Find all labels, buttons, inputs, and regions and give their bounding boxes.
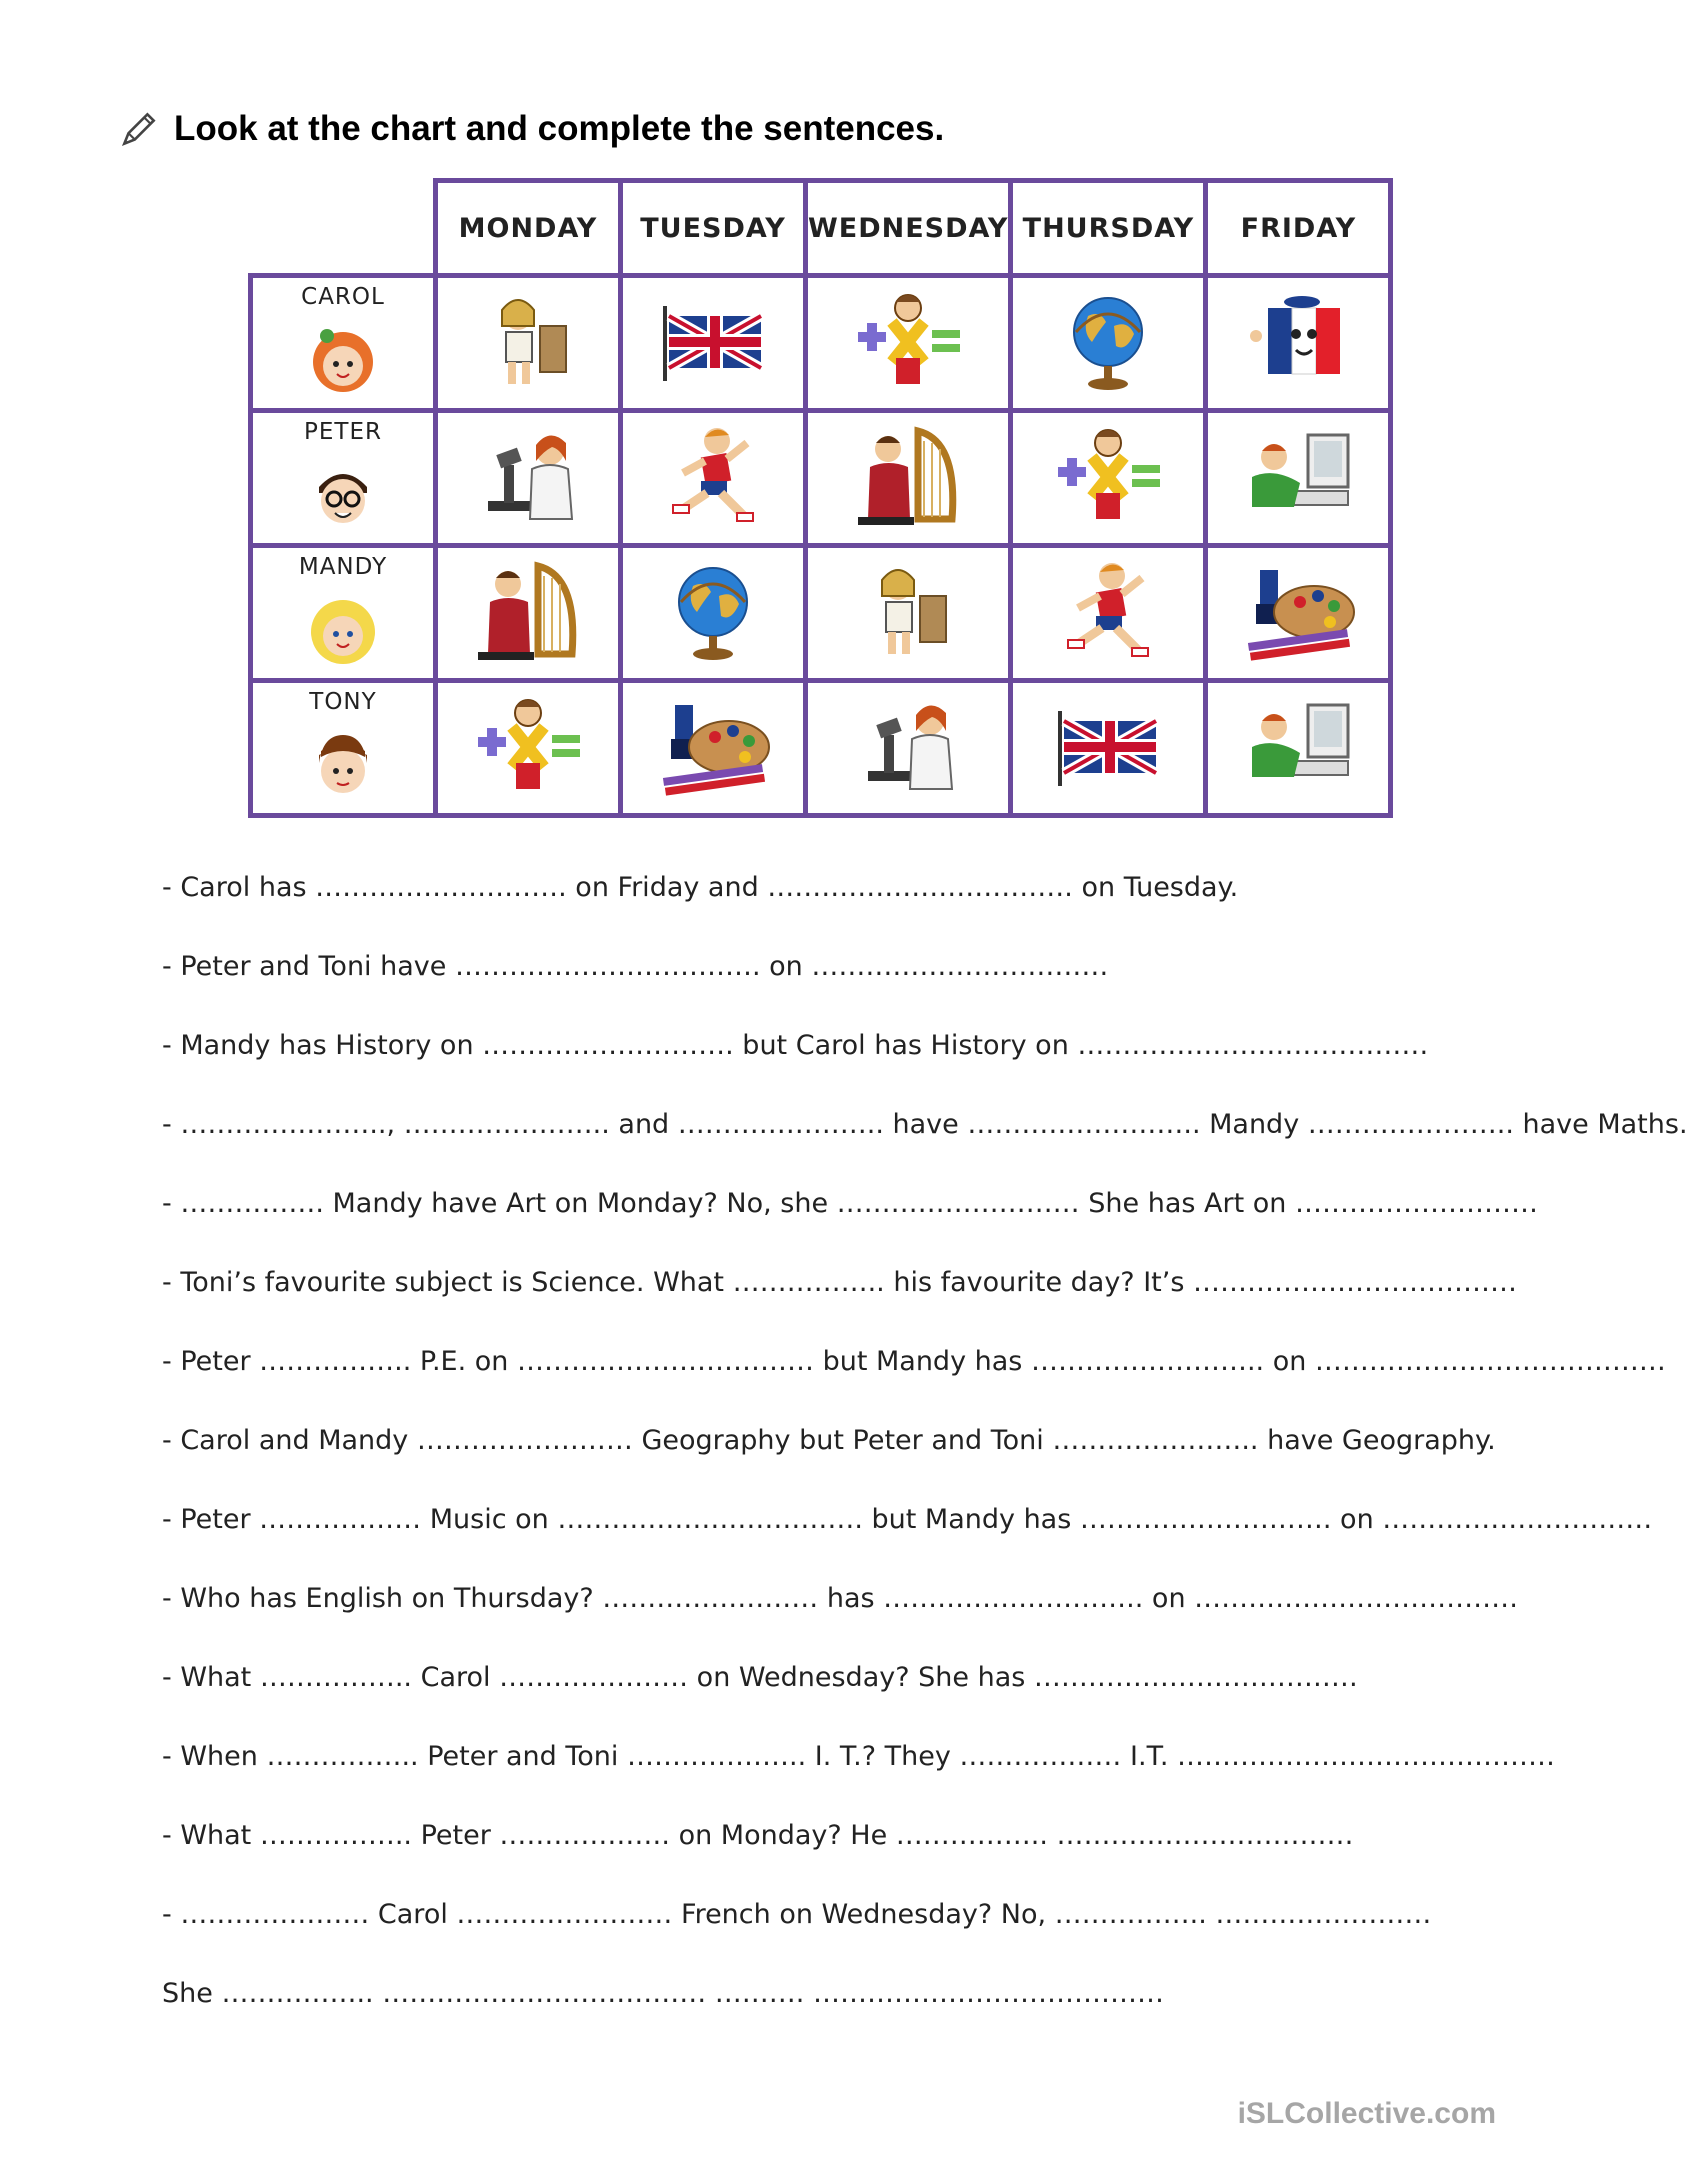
student-cell bbox=[251, 411, 436, 546]
student-name: PETER bbox=[304, 419, 382, 445]
chart-row-mandy bbox=[251, 546, 1391, 681]
sentence-line: - When …………….. Peter and Toni ……………….. I. T.? They ……………… I.T. …………………………………… bbox=[162, 1741, 1556, 1772]
it-computer-icon bbox=[1238, 421, 1358, 531]
student-name: MANDY bbox=[298, 554, 388, 580]
student-avatar bbox=[303, 727, 383, 807]
student-name: CAROL bbox=[301, 284, 385, 310]
subject-cell bbox=[1206, 546, 1391, 681]
timetable-chart bbox=[248, 178, 1393, 818]
subject-cell bbox=[621, 681, 806, 816]
subject-cell bbox=[436, 276, 621, 411]
science-icon bbox=[848, 691, 968, 801]
sentence-line: - What …………….. Peter ………………. on Monday? He …………….. …………………………… bbox=[162, 1820, 1354, 1851]
student-cell bbox=[251, 681, 436, 816]
student-name: TONY bbox=[309, 689, 377, 715]
subject-cell bbox=[806, 276, 1011, 411]
sentence-line: - ………………….., ………………….. and ………………….. have …………………….. Mandy ………………….. have Maths. bbox=[162, 1109, 1688, 1140]
subject-cell bbox=[1011, 546, 1206, 681]
day-header-monday: MONDAY bbox=[436, 181, 621, 276]
student-cell bbox=[251, 276, 436, 411]
pencil-icon bbox=[118, 108, 160, 150]
science-icon bbox=[468, 421, 588, 531]
english-flag-icon bbox=[653, 286, 773, 396]
subject-cell bbox=[1206, 411, 1391, 546]
maths-icon bbox=[848, 286, 968, 396]
subject-cell bbox=[1206, 681, 1391, 816]
history-icon bbox=[848, 556, 968, 666]
sentence-line: - Carol and Mandy …………………… Geography but Peter and Toni ………………….. have Geography. bbox=[162, 1425, 1496, 1456]
maths-icon bbox=[1048, 421, 1168, 531]
subject-cell bbox=[621, 546, 806, 681]
history-icon bbox=[468, 286, 588, 396]
watermark: iSLCollective.com bbox=[1237, 2097, 1496, 2130]
sentence-line: - Mandy has History on ………………………. but Carol has History on ………………………………… bbox=[162, 1030, 1429, 1061]
geography-globe-icon bbox=[1048, 286, 1168, 396]
subject-cell bbox=[436, 411, 621, 546]
sentence-list bbox=[162, 868, 1688, 2053]
subject-cell bbox=[1011, 411, 1206, 546]
sentence-line: - Toni’s favourite subject is Science. What …………….. his favourite day? It’s ……………………………… bbox=[162, 1267, 1517, 1298]
chart-row-peter bbox=[251, 411, 1391, 546]
chart-corner bbox=[251, 181, 436, 276]
sentence-line: - ……………. Mandy have Art on Monday? No, she ……………………… She has Art on ……………………… bbox=[162, 1188, 1538, 1219]
day-header-thursday: THURSDAY bbox=[1011, 181, 1206, 276]
student-avatar bbox=[303, 592, 383, 672]
day-header-friday: FRIDAY bbox=[1206, 181, 1391, 276]
french-flag-icon bbox=[1238, 286, 1358, 396]
subject-cell bbox=[621, 276, 806, 411]
day-header-wednesday: WEDNESDAY bbox=[806, 181, 1011, 276]
subject-cell bbox=[806, 546, 1011, 681]
subject-cell bbox=[1206, 276, 1391, 411]
subject-cell bbox=[806, 411, 1011, 546]
subject-cell bbox=[621, 411, 806, 546]
pe-runner-icon bbox=[653, 421, 773, 531]
music-harp-icon bbox=[848, 421, 968, 531]
day-header-tuesday: TUESDAY bbox=[621, 181, 806, 276]
chart-row-carol bbox=[251, 276, 1391, 411]
instruction-text: Look at the chart and complete the sentences. bbox=[174, 109, 945, 148]
student-cell bbox=[251, 546, 436, 681]
instruction bbox=[118, 108, 944, 150]
sentence-line: - What …………….. Carol ………………… on Wednesday? She has ……………………………… bbox=[162, 1662, 1358, 1693]
subject-cell bbox=[1011, 276, 1206, 411]
chart-row-tony bbox=[251, 681, 1391, 816]
subject-cell bbox=[436, 546, 621, 681]
sentence-line: - ………………… Carol …………………… French on Wednesday? No, …………….. …………………… bbox=[162, 1899, 1432, 1930]
geography-globe-icon bbox=[653, 556, 773, 666]
sentence-line: - Carol has ………………………. on Friday and ……………………………. on Tuesday. bbox=[162, 872, 1239, 903]
music-harp-icon bbox=[468, 556, 588, 666]
student-avatar bbox=[303, 322, 383, 402]
art-palette-icon bbox=[1238, 556, 1358, 666]
sentence-line: - Peter and Toni have ……………………………. on …………………………… bbox=[162, 951, 1109, 982]
subject-cell bbox=[1011, 681, 1206, 816]
english-flag-icon bbox=[1048, 691, 1168, 801]
sentence-line: - Peter …………….. P.E. on …………………………… but Mandy has …………………….. on ………………………………… bbox=[162, 1346, 1666, 1377]
sentence-line: - Peter ……………… Music on ……………………………. but Mandy has ………………………. on ………………………… bbox=[162, 1504, 1653, 1535]
sentence-line: She …………….. ……………………………… ………. ………………………………… bbox=[162, 1978, 1164, 2009]
it-computer-icon bbox=[1238, 691, 1358, 801]
art-palette-icon bbox=[653, 691, 773, 801]
maths-icon bbox=[468, 691, 588, 801]
sentence-line: - Who has English on Thursday? …………………… has ……………………….. on ……………………………… bbox=[162, 1583, 1519, 1614]
student-avatar bbox=[303, 457, 383, 537]
pe-runner-icon bbox=[1048, 556, 1168, 666]
subject-cell bbox=[436, 681, 621, 816]
subject-cell bbox=[806, 681, 1011, 816]
